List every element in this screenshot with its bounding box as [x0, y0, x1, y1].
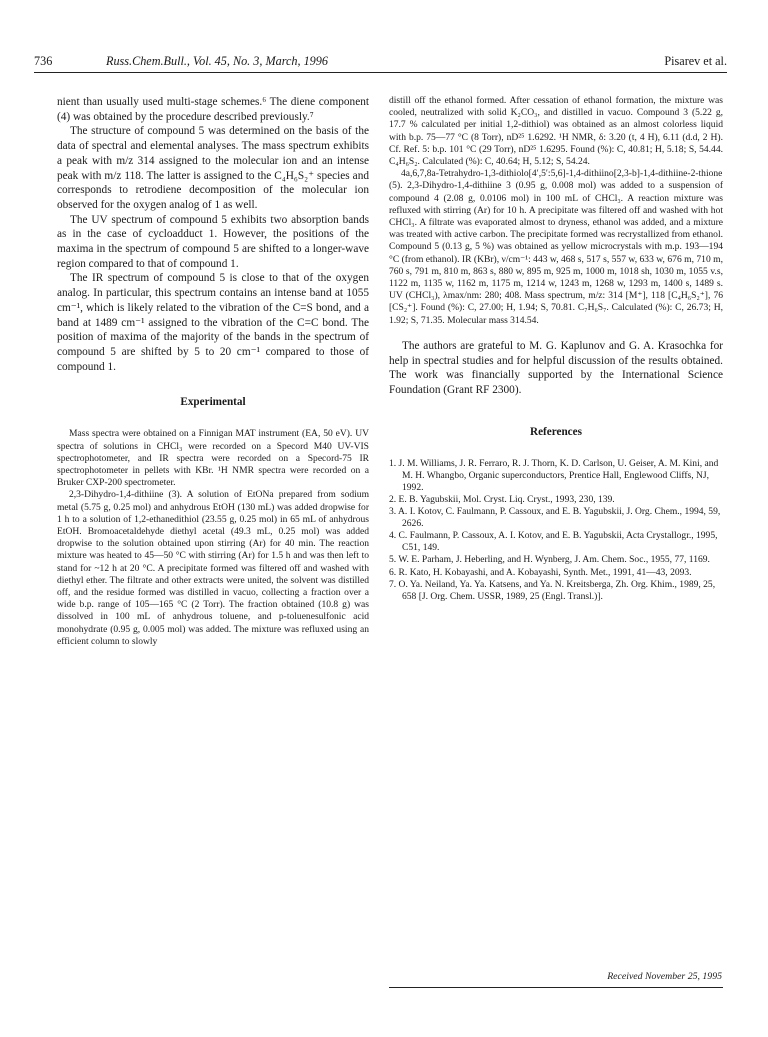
- reference-item: 7. O. Ya. Neiland, Ya. Ya. Katsens, and Ya. N. Kreitsberga, Zh. Org. Khim., 1989, 25, 658 [J. Org. Chem. USSR, 1989, 25 (Engl. Transl.)].: [389, 578, 716, 602]
- synthesis-3-paragraph: 2,3-Dihydro-1,4-dithiine (3). A solution of EtONa prepared from sodium metal (5.75 g, 0.25 mol) and anhydrous EtOH (130 mL) was added dropwise for 1 h to a solution of 1,2-ethanedithiol (23.55 g, 0.25 mol) in 65 mL of anhydrous EtOH. Bromoacetaldehyde diethyl acetal (49.3 mL, 0.25 mol) was added dropwise to the solution obtained upon stirring (Ar) for 40 min. The reaction mixture was heated to 45—50 °C with stirring (Ar) for 1.5 h and was then left to stand for ~12 h at 20 °C. A precipitate formed was filtered off and washed with diethyl ether. The filtrate and other extracts were united, the solvent was distilled off, and the residue formed was distilled in vacuo, collecting a fraction over a wide b.p. range of 105—165 °C (2 Torr). The fraction obtained (10.8 g) was dissolved in 100 mL of anhydrous toluene, and p-toluenesulfonic acid monohydrate (0.95 g, 0.005 mol) was added. The mixture was refluxed using an efficient column to slowly: [57, 489, 369, 647]
- received-date: Received November 25, 1995: [607, 971, 722, 982]
- uv-paragraph: The UV spectrum of compound 5 exhibits two absorption bands as in the case of cycloadduct 1. However, the positions of the maxima in the spectrum of compound 5 are shifted to a longer-wave region compared to that of compound 1.: [57, 213, 369, 270]
- running-header: [34, 52, 727, 70]
- reference-item: 6. R. Kato, H. Kobayashi, and A. Kobayashi, Synth. Met., 1991, 41—43, 2093.: [389, 566, 692, 578]
- left-column: [57, 95, 369, 648]
- reference-item: 5. W. E. Parham, J. Heberling, and H. Wynberg, J. Am. Chem. Soc., 1955, 77, 1169.: [389, 554, 710, 566]
- experimental-heading: Experimental: [180, 396, 246, 409]
- running-author: Pisarev et al.: [664, 54, 727, 68]
- journal-citation: Russ.Chem.Bull., Vol. 45, No. 3, March, 1996: [106, 54, 328, 68]
- page-number: 736: [34, 54, 53, 68]
- right-column: [389, 95, 723, 603]
- reference-item: 4. C. Faulmann, P. Cassoux, A. I. Kotov, and E. B. Yagubskii, Acta Crystallogr., 1995, C51, 149.: [389, 530, 718, 554]
- synthesis-3-continued: distill off the ethanol formed. After cessation of ethanol formation, the mixture was cooled, neutralized with solid K₂CO₃, and distilled in vacuo. Compound 3 (5.22 g, 17.7 % calculated per initial 1,2-dithiol) was obtained as an almost colorless liquid with b.p. 75—77 °C (8 Torr), nD²⁵ 1.6292. ¹H NMR, δ: 3.20 (t, 4 H), 6.11 (d.d, 2 H). Cf. Ref. 5: b.p. 101 °C (29 Torr), nD²⁵ 1.6295. Found (%): C, 40.81; H, 5.18; S, 54.44. C₄H₆S₂. Calculated (%): C, 40.64; H, 5.12; S, 54.24.: [389, 95, 723, 168]
- synthesis-5-paragraph: 4a,6,7,8a-Tetrahydro-1,3-dithiolo[4′,5′:5,6]-1,4-dithiino[2,3-b]-1,4-dithiine-2-thione (5). 2,3-Dihydro-1,4-dithiine 3 (0.95 g, 0.008 mol) was added to a suspension of compound 4 (2.08 g, 0.0106 mol) in 100 mL of CHCl₃. A reaction mixture was refluxed with stirring (Ar) for 10 h. A precipitate was filtered off and washed with hot CHCl₃. A filtrate was evaporated almost to dryness, ethanol was added, and a mixture was treated with active carbon. The precipitate formed was recrystallized from ethanol. Compound 5 (0.13 g, 5 %) was obtained as yellow microcrystals with m.p. 193—194 °C (from ethanol). IR (KBr), ν/cm⁻¹: 443 w, 468 s, 517 s, 557 w, 633 w, 676 m, 710 m, 760 s, 791 m, 810 m, 863 s, 880 w, 895 m, 925 m, 1000 m, 1018 sh, 1030 m, 1055 v.s, 1122 m, 1135 w, 1162 m, 1175 m, 1214 w, 1243 m, 1268 w, 1293 m, 1400 s, 1489 s. UV (CHCl₃), λmax/nm: 280; 408. Mass spectrum, m/z: 314 [M⁺], 118 [C₄H₆S₂⁺], 76 [CS₂⁺]. Found (%): C, 27.00; H, 1.94; S, 70.81. C₇H₆S₇. Calculated (%): C, 26.73; H, 1.92; S, 71.35. Molecular mass 314.54.: [389, 168, 723, 326]
- references-list: [389, 458, 723, 603]
- footer-divider: [389, 987, 723, 988]
- reference-item: 3. A. I. Kotov, C. Faulmann, P. Cassoux, and E. B. Yagubskii, J. Org. Chem., 1994, 59, 2626.: [389, 506, 721, 530]
- intro-paragraph: nient than usually used multi-stage schemes.⁶ The diene component (4) was obtained by the procedure described previously.⁷: [57, 96, 369, 123]
- reference-item: 1. J. M. Williams, J. R. Ferraro, R. J. Thorn, K. D. Carlson, U. Geiser, A. M. Kini, and M. H. Whangbo, Organic superconductors, Prentice Hall, Englewood Cliffs, NJ, 1992.: [389, 457, 719, 493]
- reference-item: 2. E. B. Yagubskii, Mol. Cryst. Liq. Cryst., 1993, 230, 139.: [389, 493, 615, 505]
- ir-paragraph: The IR spectrum of compound 5 is close to that of the oxygen analog. In particular, this spectrum contains an intense band at 1055 cm⁻¹, which is likely related to the vibration of the C=S bond, and a band at 1489 cm⁻¹ assigned to the vibration of the C=C bond. The position of maxima of the majority of the bands in the spectrum of compound 5 are shifted by 5 to 20 cm⁻¹ compared to those of compound 1.: [57, 272, 369, 373]
- instruments-paragraph: Mass spectra were obtained on a Finnigan MAT instrument (EA, 50 eV). UV spectra of solutions in CHCl₃ were recorded on a Specord M40 UV-VIS spectrophotometer, and IR spectra were recorded on a Specord-75 IR spectrophotometer in pellets with KBr. ¹H NMR spectra were recorded on a Bruker CXP-200 spectrometer.: [57, 428, 369, 489]
- structure-paragraph: The structure of compound 5 was determined on the basis of the data of spectral and elemental analyses. The mass spectrum exhibits a peak with m/z 314 assigned to the molecular ion and an intense peak with m/z 118. The latter is assigned to the C₄H₆S₂⁺ species and corresponds to retrodiene decomposition of the molecular ion observed for the oxygen analog of 1 as well.: [57, 125, 369, 211]
- acknowledgment-paragraph: The authors are grateful to M. G. Kaplunov and G. A. Krasochka for help in spectral studies and for helpful discussion of the results obtained. The work was financially supported by the International Science Foundation (Grant RF 2300).: [389, 339, 723, 396]
- header-divider: [34, 72, 727, 73]
- references-heading: References: [530, 425, 582, 438]
